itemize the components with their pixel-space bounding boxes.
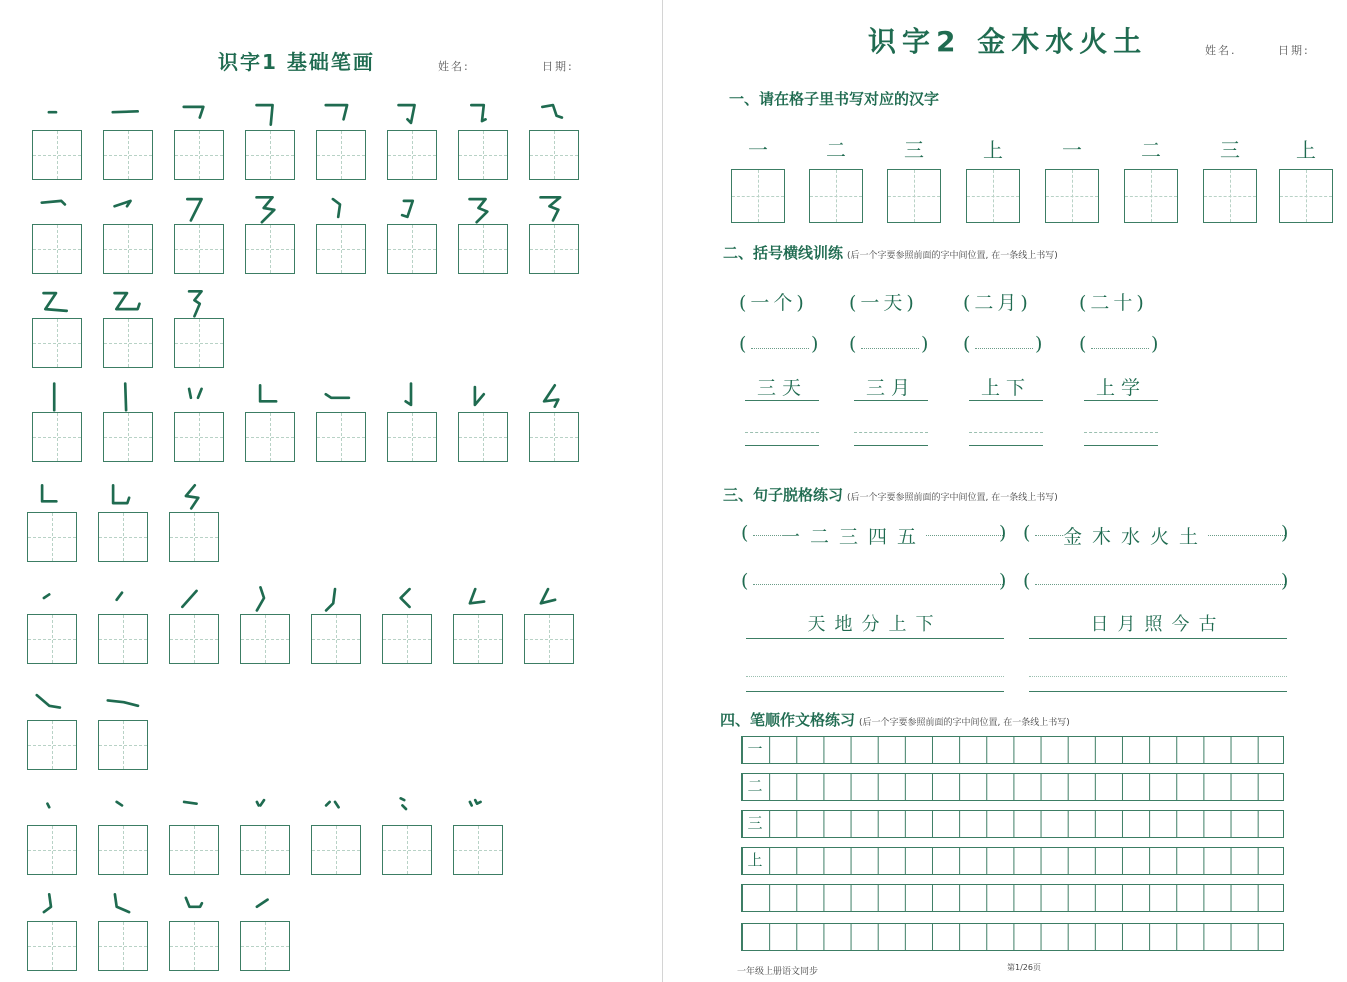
dotted-writing-line[interactable] [1035, 584, 1285, 585]
writing-cell[interactable] [809, 169, 863, 223]
writing-line[interactable] [1029, 676, 1287, 692]
practice-cell[interactable] [453, 614, 503, 664]
row-start-char: 一 [747, 740, 763, 758]
practice-cell[interactable] [27, 720, 77, 770]
example-char: 二 [826, 138, 846, 162]
example-char: 上 [1296, 138, 1316, 162]
practice-cell[interactable] [174, 224, 224, 274]
stroke-sample-icon [238, 582, 290, 614]
practice-cell[interactable] [387, 224, 437, 274]
practice-cell[interactable] [32, 224, 82, 274]
writing-line[interactable] [1084, 432, 1158, 446]
stroke-sample-icon [30, 192, 82, 224]
section-4-heading [720, 709, 1070, 730]
stroke-sample-icon [167, 480, 219, 512]
stroke-sample-icon [238, 889, 290, 921]
stroke-sample-icon [101, 286, 153, 318]
section-4-note: (后一个字要参照前面的字中间位置, 在一条线上书写) [859, 718, 1070, 728]
practice-cell[interactable] [98, 720, 148, 770]
practice-cell[interactable] [169, 921, 219, 971]
writing-grid-row[interactable] [741, 923, 1284, 951]
practice-cell[interactable] [98, 825, 148, 875]
stroke-sample-icon [309, 793, 361, 825]
page-title: 识字1 基础笔画 [218, 50, 375, 74]
paren-example: (二月) [963, 292, 1032, 314]
section-3-note: (后一个字要参照前面的字中间位置, 在一条线上书写) [847, 493, 1058, 503]
practice-cell[interactable] [245, 130, 295, 180]
stroke-sample-icon [172, 380, 224, 412]
stroke-sample-icon [96, 889, 148, 921]
row-start-char: 三 [747, 814, 763, 832]
writing-cell[interactable] [1124, 169, 1178, 223]
row-start-char: 二 [747, 777, 763, 795]
section-3-title: 三、句子脱格练习 [723, 486, 844, 504]
stroke-sample-icon [167, 582, 219, 614]
writing-cell[interactable] [1203, 169, 1257, 223]
practice-cell[interactable] [103, 412, 153, 462]
paren-example: (二十) [1079, 292, 1148, 314]
stroke-sample-icon [527, 380, 579, 412]
worksheet-left-page [0, 0, 662, 982]
stroke-sample-icon [172, 192, 224, 224]
example-sentence: 天地分上下 [746, 612, 1004, 639]
writing-cell[interactable] [887, 169, 941, 223]
stroke-sample-icon [172, 98, 224, 130]
stroke-sample-icon [309, 582, 361, 614]
practice-cell[interactable] [27, 614, 77, 664]
practice-cell[interactable] [524, 614, 574, 664]
open-paren: ( [741, 570, 749, 592]
example-word: 上学 [1084, 376, 1158, 401]
stroke-sample-icon [243, 380, 295, 412]
open-paren: ( [849, 333, 857, 355]
writing-cell[interactable] [1279, 169, 1333, 223]
writing-line[interactable] [745, 432, 819, 446]
stroke-sample-icon [243, 192, 295, 224]
close-paren: ) [1035, 333, 1043, 355]
row-start-char: 上 [747, 851, 763, 869]
stroke-sample-icon [314, 380, 366, 412]
stroke-sample-icon [25, 793, 77, 825]
example-sentence: 金木水火土 [1063, 522, 1208, 549]
footer-title: 一年级上册语文同步 [737, 967, 819, 977]
name-label: 姓名. [1205, 44, 1237, 57]
practice-cell[interactable] [27, 825, 77, 875]
example-word: 三天 [745, 376, 819, 401]
practice-cell[interactable] [27, 921, 77, 971]
stroke-sample-icon [385, 98, 437, 130]
stroke-sample-icon [25, 688, 77, 720]
stroke-sample-icon [451, 582, 503, 614]
stroke-sample-icon [456, 98, 508, 130]
practice-cell[interactable] [458, 224, 508, 274]
practice-cell[interactable] [458, 412, 508, 462]
practice-cell[interactable] [453, 825, 503, 875]
close-paren: ) [999, 522, 1007, 544]
stroke-sample-icon [314, 98, 366, 130]
stroke-sample-icon [25, 582, 77, 614]
dotted-writing-line[interactable] [751, 348, 809, 349]
practice-cell[interactable] [174, 130, 224, 180]
close-paren: ) [811, 333, 819, 355]
stroke-sample-icon [101, 380, 153, 412]
practice-cell[interactable] [245, 412, 295, 462]
dotted-writing-line[interactable] [975, 348, 1033, 349]
example-char: 一 [1062, 138, 1082, 162]
section-2-title: 二、括号横线训练 [723, 244, 844, 262]
section-2-heading [723, 242, 1058, 263]
stroke-sample-icon [101, 192, 153, 224]
practice-cell[interactable] [240, 614, 290, 664]
date-label: 日期: [1278, 44, 1310, 57]
writing-grid-row[interactable] [741, 884, 1284, 912]
practice-cell[interactable] [529, 130, 579, 180]
stroke-sample-icon [30, 380, 82, 412]
practice-cell[interactable] [311, 614, 361, 664]
practice-cell[interactable] [382, 614, 432, 664]
practice-cell[interactable] [458, 130, 508, 180]
example-sentence: 日月照今古 [1029, 612, 1287, 639]
row-start-char [742, 924, 768, 949]
writing-grid-row[interactable] [741, 773, 1284, 801]
example-char: 上 [983, 138, 1003, 162]
writing-cell[interactable] [1045, 169, 1099, 223]
practice-cell[interactable] [311, 825, 361, 875]
dotted-writing-line[interactable] [1091, 348, 1149, 349]
example-char: 三 [1220, 138, 1240, 162]
practice-cell[interactable] [169, 512, 219, 562]
row-start-char [742, 885, 768, 910]
example-char: 三 [904, 138, 924, 162]
close-paren: ) [1281, 522, 1289, 544]
practice-cell[interactable] [245, 224, 295, 274]
stroke-sample-icon [101, 98, 153, 130]
open-paren: ( [1023, 570, 1031, 592]
stroke-sample-icon [243, 98, 295, 130]
stroke-sample-icon [25, 889, 77, 921]
dotted-writing-line[interactable] [861, 348, 919, 349]
writing-cell[interactable] [966, 169, 1020, 223]
stroke-sample-icon [385, 192, 437, 224]
page-number: 第1/26页 [1007, 963, 1041, 972]
practice-cell[interactable] [98, 512, 148, 562]
stroke-sample-icon [314, 192, 366, 224]
close-paren: ) [921, 333, 929, 355]
stroke-sample-icon [527, 192, 579, 224]
section-1-heading: 一、请在格子里书写对应的汉字 [729, 90, 940, 108]
stroke-sample-icon [238, 793, 290, 825]
stroke-sample-icon [380, 582, 432, 614]
practice-cell[interactable] [387, 412, 437, 462]
practice-cell[interactable] [32, 318, 82, 368]
worksheet-right-page [663, 0, 1347, 982]
stroke-sample-icon [167, 793, 219, 825]
stroke-sample-icon [96, 582, 148, 614]
stroke-sample-icon [456, 380, 508, 412]
dotted-writing-line[interactable] [753, 584, 1003, 585]
name-label: 姓名: [438, 60, 470, 73]
writing-grid-row[interactable] [741, 847, 1284, 875]
writing-line[interactable] [746, 676, 1004, 692]
section-3-heading [723, 484, 1058, 505]
stroke-sample-icon [522, 582, 574, 614]
practice-cell[interactable] [32, 412, 82, 462]
practice-cell[interactable] [316, 224, 366, 274]
example-word: 上下 [969, 376, 1043, 401]
example-char: 一 [748, 138, 768, 162]
practice-cell[interactable] [169, 825, 219, 875]
date-label: 日期: [542, 60, 574, 73]
stroke-sample-icon [456, 192, 508, 224]
practice-cell[interactable] [174, 412, 224, 462]
stroke-sample-icon [172, 286, 224, 318]
practice-cell[interactable] [316, 412, 366, 462]
practice-cell[interactable] [169, 614, 219, 664]
stroke-sample-icon [380, 793, 432, 825]
writing-grid-row[interactable] [741, 810, 1284, 838]
stroke-sample-icon [385, 380, 437, 412]
writing-line[interactable] [854, 432, 928, 446]
practice-cell[interactable] [529, 412, 579, 462]
practice-cell[interactable] [382, 825, 432, 875]
close-paren: ) [1281, 570, 1289, 592]
practice-cell[interactable] [32, 130, 82, 180]
practice-cell[interactable] [103, 318, 153, 368]
open-paren: ( [1023, 522, 1031, 544]
practice-cell[interactable] [174, 318, 224, 368]
writing-cell[interactable] [731, 169, 785, 223]
example-sentence: 一二三四五 [781, 522, 926, 549]
open-paren: ( [1079, 333, 1087, 355]
practice-cell[interactable] [103, 224, 153, 274]
writing-line[interactable] [969, 432, 1043, 446]
open-paren: ( [739, 333, 747, 355]
example-word: 三月 [854, 376, 928, 401]
open-paren: ( [741, 522, 749, 544]
stroke-sample-icon [527, 98, 579, 130]
stroke-sample-icon [167, 889, 219, 921]
section-4-title: 四、笔顺作文格练习 [720, 711, 856, 729]
stroke-sample-icon [96, 688, 148, 720]
practice-cell[interactable] [98, 921, 148, 971]
practice-cell[interactable] [98, 614, 148, 664]
stroke-sample-icon [451, 793, 503, 825]
practice-cell[interactable] [103, 130, 153, 180]
section-2-note: (后一个字要参照前面的字中间位置, 在一条线上书写) [847, 251, 1058, 261]
stroke-sample-icon [30, 286, 82, 318]
practice-cell[interactable] [240, 921, 290, 971]
practice-cell[interactable] [316, 130, 366, 180]
page-title: 识字2 金木水火土 [868, 25, 1148, 58]
paren-example: (一天) [849, 292, 918, 314]
paren-example: (一个) [739, 292, 808, 314]
stroke-sample-icon [96, 480, 148, 512]
practice-cell[interactable] [27, 512, 77, 562]
stroke-sample-icon [25, 480, 77, 512]
practice-cell[interactable] [387, 130, 437, 180]
example-char: 二 [1141, 138, 1161, 162]
practice-cell[interactable] [529, 224, 579, 274]
practice-cell[interactable] [240, 825, 290, 875]
stroke-sample-icon [30, 98, 82, 130]
stroke-sample-icon [96, 793, 148, 825]
writing-grid-row[interactable] [741, 736, 1284, 764]
open-paren: ( [963, 333, 971, 355]
close-paren: ) [999, 570, 1007, 592]
close-paren: ) [1151, 333, 1159, 355]
